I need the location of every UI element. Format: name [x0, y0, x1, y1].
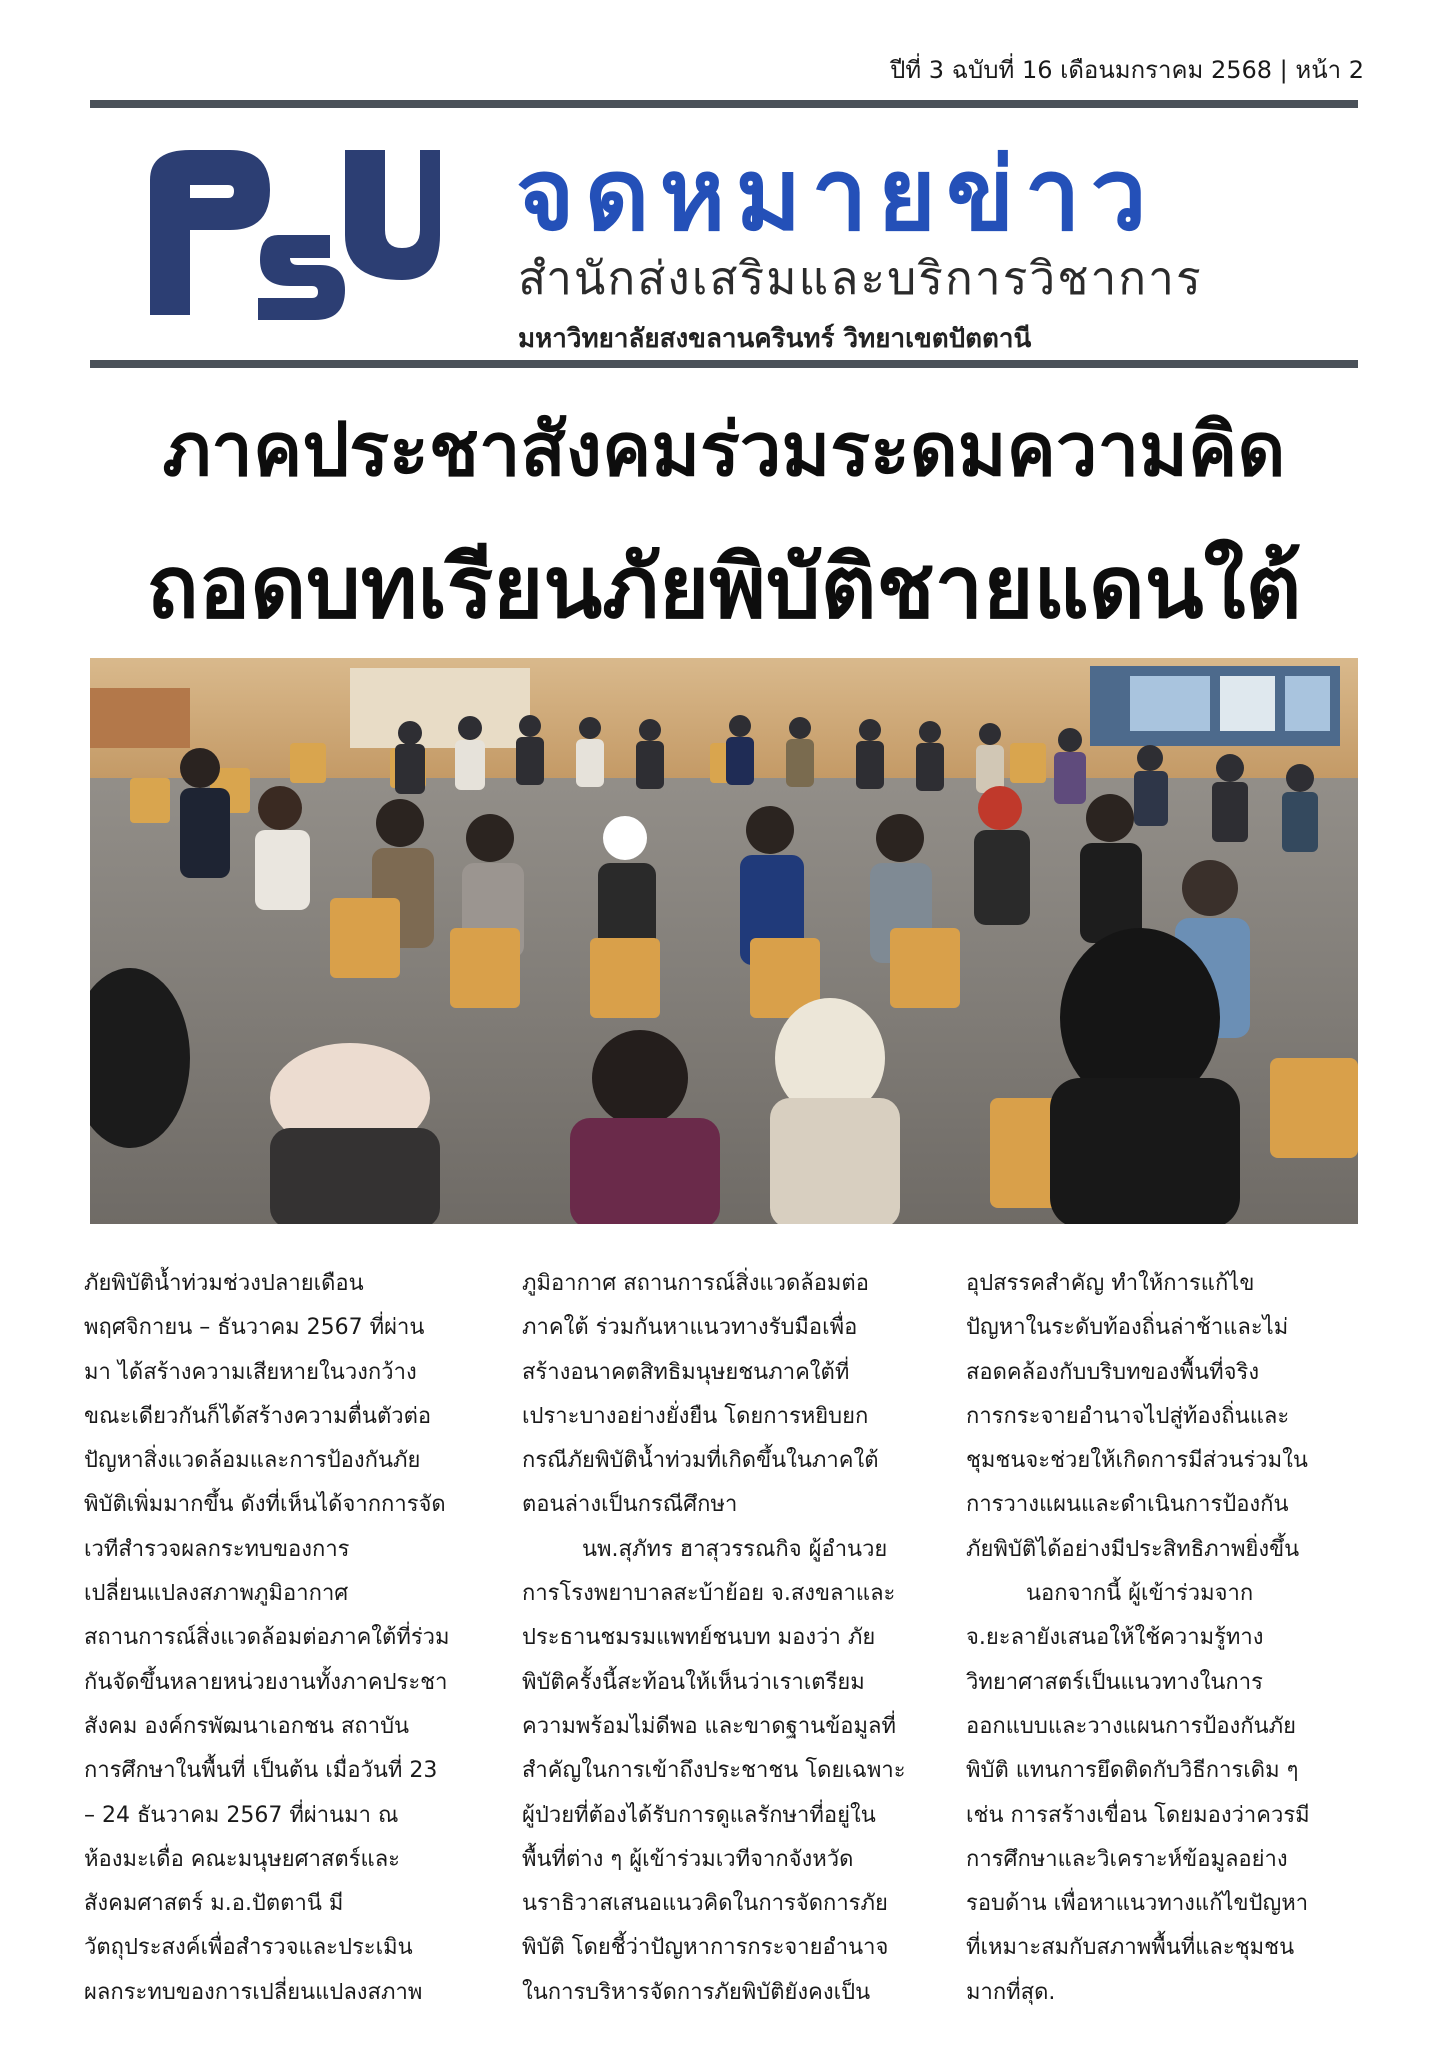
- article-line: กันจัดขึ้นหลายหน่วยงานทั้งภาคประชา: [84, 1669, 448, 1695]
- article-line: รอบด้าน เพื่อหาแนวทางแก้ไขปัญหา: [966, 1891, 1309, 1917]
- article-line: ชุมชนจะช่วยให้เกิดการมีส่วนร่วมใน: [966, 1448, 1308, 1474]
- article-line: ปัญหาสิ่งแวดล้อมและการป้องกันภัย: [84, 1448, 421, 1474]
- psu-logo: [140, 140, 440, 340]
- article-line: ภัยพิบัติได้อย่างมีประสิทธิภาพยิ่งขึ้น: [966, 1536, 1300, 1562]
- article-line: พิบัติ โดยชี้ว่าปัญหาการกระจายอำนาจ: [522, 1935, 889, 1961]
- article-line: นราธิวาสเสนอแนวคิดในการจัดการภัย: [522, 1891, 888, 1917]
- article-line: สังคมศาสตร์ ม.อ.ปัตตานี มี: [84, 1891, 344, 1917]
- meeting-photo: [90, 658, 1358, 1224]
- article-line: ภัยพิบัติน้ำท่วมช่วงปลายเดือน: [84, 1271, 364, 1296]
- article-column-3: [966, 1262, 1366, 2015]
- article-line: นอกจากนี้ ผู้เข้าร่วมจาก: [1026, 1581, 1254, 1607]
- masthead-title: จดหมายข่าว: [516, 136, 1157, 253]
- article-line: ผลกระทบของการเปลี่ยนแปลงสภาพ: [84, 1979, 423, 2005]
- bottom-rule: [90, 360, 1358, 368]
- article-line: เปราะบางอย่างยั่งยืน โดยการหยิบยก: [522, 1403, 869, 1429]
- article-line: ปัญหาในระดับท้องถิ่นล่าช้าและไม่: [966, 1315, 1289, 1341]
- article-line: อุปสรรคสำคัญ ทำให้การแก้ไข: [966, 1271, 1255, 1296]
- masthead-subtitle: สำนักส่งเสริมและบริการวิชาการ: [518, 251, 1203, 305]
- article-line: การศึกษาและวิเคราะห์ข้อมูลอย่าง: [966, 1846, 1288, 1872]
- article-line: – 24 ธันวาคม 2567 ที่ผ่านมา ณ: [84, 1802, 399, 1828]
- headline-line-2: ถอดบทเรียนภัยพิบัติชายแดนใต้: [146, 538, 1302, 638]
- article-line: วิทยาศาสตร์เป็นแนวทางในการ: [966, 1669, 1263, 1695]
- article-line: พื้นที่ต่าง ๆ ผู้เข้าร่วมเวทีจากจังหวัด: [522, 1846, 854, 1872]
- article-line: สำคัญในการเข้าถึงประชาชน โดยเฉพาะ: [522, 1758, 906, 1784]
- article-line: สอดคล้องกับบริบทของพื้นที่จริง: [966, 1359, 1260, 1385]
- article-line: ผู้ป่วยที่ต้องได้รับการดูแลรักษาที่อยู่ใน: [522, 1802, 876, 1828]
- article-line: พิบัติ แทนการยึดติดกับวิธีการเดิม ๆ: [966, 1758, 1299, 1784]
- article-line: สถานการณ์สิ่งแวดล้อมต่อภาคใต้ที่ร่วม: [84, 1625, 450, 1651]
- headline-line-1: ภาคประชาสังคมร่วมระดมความคิด: [162, 407, 1286, 493]
- article-line: ความพร้อมไม่ดีพอ และขาดฐานข้อมูลที่: [522, 1713, 896, 1739]
- article-line: จ.ยะลายังเสนอให้ใช้ความรู้ทาง: [966, 1625, 1264, 1651]
- article-line: มากที่สุด.: [966, 1979, 1056, 2005]
- article-line: สังคม องค์กรพัฒนาเอกชน สถาบัน: [84, 1713, 410, 1739]
- article-line: กรณีภัยพิบัติน้ำท่วมที่เกิดขึ้นในภาคใต้: [522, 1448, 879, 1474]
- article-line: สร้างอนาคตสิทธิมนุษยชนภาคใต้ที่: [522, 1359, 850, 1385]
- article-line: เช่น การสร้างเขื่อน โดยมองว่าควรมี: [966, 1802, 1310, 1828]
- article-line: วัตถุประสงค์เพื่อสำรวจและประเมิน: [84, 1935, 413, 1961]
- issue-line: ปีที่ 3 ฉบับที่ 16 เดือนมกราคม 2568 | หน้า 2: [890, 56, 1364, 84]
- article-line: นพ.สุภัทร ฮาสุวรรณกิจ ผู้อำนวย: [582, 1536, 888, 1562]
- article-line: พิบัติเพิ่มมากขึ้น ดังที่เห็นได้จากการจัด: [84, 1492, 446, 1518]
- article-line: เวทีสำรวจผลกระทบของการ: [84, 1536, 350, 1562]
- university-name: มหาวิทยาลัยสงขลานครินทร์ วิทยาเขตปัตตานี: [518, 324, 1032, 354]
- article-column-1: [84, 1262, 504, 2015]
- article-line: ห้องมะเดื่อ คณะมนุษยศาสตร์และ: [84, 1846, 400, 1872]
- article-line: ที่เหมาะสมกับสภาพพื้นที่และชุมชน: [966, 1935, 1295, 1961]
- article-line: การโรงพยาบาลสะบ้าย้อย จ.สงขลาและ: [522, 1581, 896, 1607]
- article-line: เปลี่ยนแปลงสภาพภูมิอากาศ: [84, 1581, 349, 1607]
- article-line: มา ได้สร้างความเสียหายในวงกว้าง: [84, 1359, 417, 1385]
- article-line: การกระจายอำนาจไปสู่ท้องถิ่นและ: [966, 1403, 1290, 1429]
- article-line: ภาคใต้ ร่วมกันหาแนวทางรับมือเพื่อ: [522, 1315, 858, 1341]
- article-line: พฤศจิกายน – ธันวาคม 2567 ที่ผ่าน: [84, 1315, 425, 1341]
- article-line: ภูมิอากาศ สถานการณ์สิ่งแวดล้อมต่อ: [522, 1271, 869, 1296]
- article-line: พิบัติครั้งนี้สะท้อนให้เห็นว่าเราเตรียม: [522, 1669, 865, 1695]
- article-column-2: [522, 1262, 942, 2015]
- article-line: ออกแบบและวางแผนการป้องกันภัย: [966, 1713, 1297, 1739]
- article-line: ในการบริหารจัดการภัยพิบัติยังคงเป็น: [522, 1979, 871, 2005]
- article-line: การวางแผนและดำเนินการป้องกัน: [966, 1492, 1289, 1518]
- article-line: ประธานชมรมแพทย์ชนบท มองว่า ภัย: [522, 1625, 876, 1651]
- top-rule: [90, 100, 1358, 108]
- article-line: ขณะเดียวกันก็ได้สร้างความตื่นตัวต่อ: [84, 1403, 432, 1429]
- article-line: ตอนล่างเป็นกรณีศึกษา: [522, 1492, 738, 1518]
- article-line: การศึกษาในพื้นที่ เป็นต้น เมื่อวันที่ 23: [84, 1758, 438, 1784]
